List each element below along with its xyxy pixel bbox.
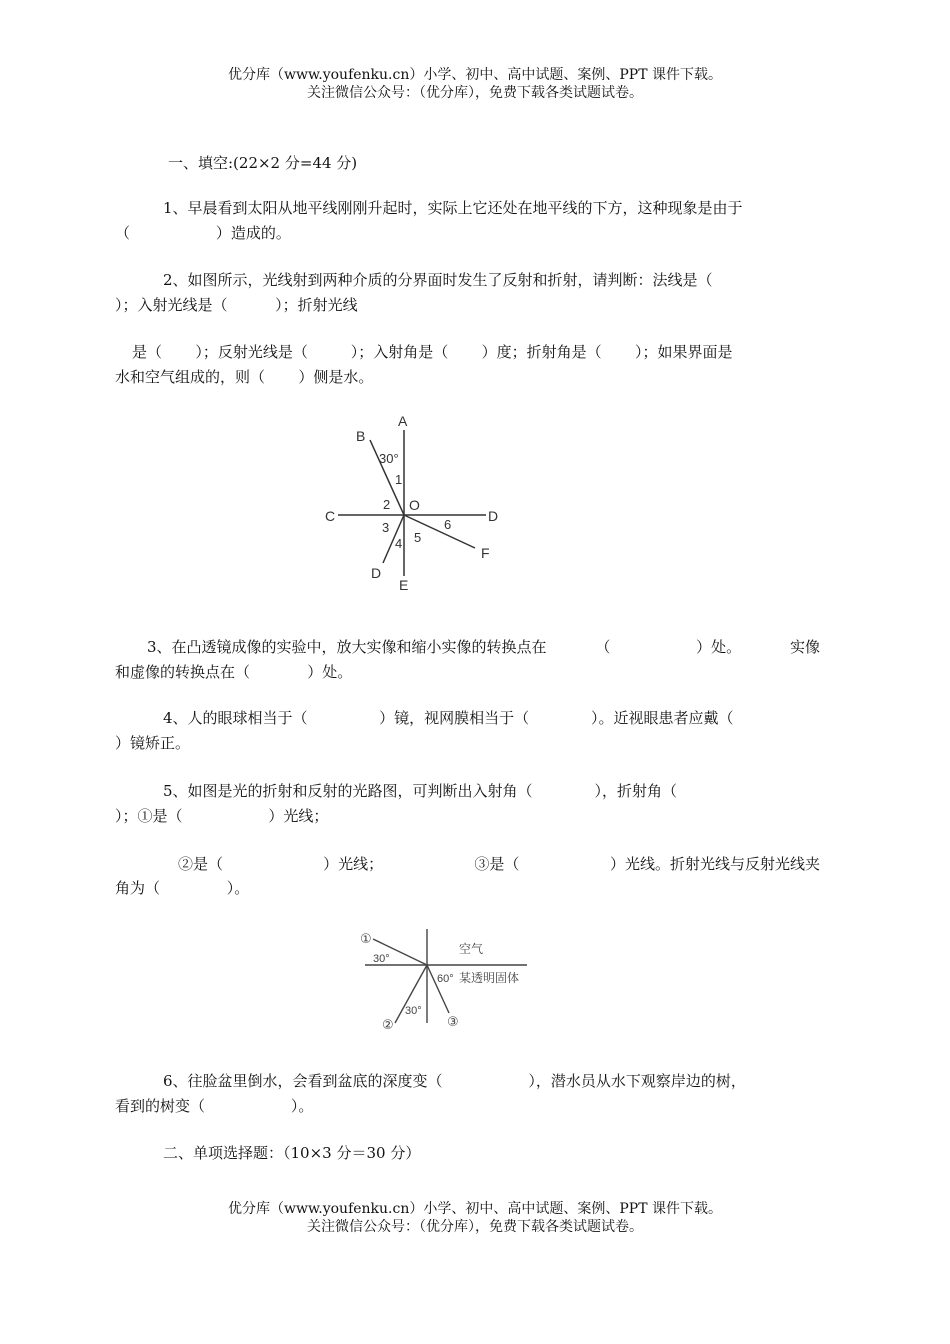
q2-line-1: 2、如图所示，光线射到两种介质的分界面时发生了反射和折射，请判断：法线是（ [163, 271, 713, 289]
q4-line-2: ）镜矫正。 [115, 734, 191, 752]
q5-line-3 [178, 853, 820, 875]
footer-line-1: 优分库（www.youfenku.cn）小学、初中、高中试题、案例、PPT 课件下载。 [227, 1201, 722, 1217]
angle-2: 2 [383, 497, 391, 512]
footer-line-2: 关注微信公众号：（优分库），免费下载各类试题试卷。 [307, 1219, 643, 1235]
section-1-title: 一、填空:(22×2 分=44 分) [168, 154, 358, 172]
q3-text-c: 实像 [789, 638, 820, 656]
angle-30-top: 30° [373, 953, 390, 965]
angle-4: 4 [395, 536, 403, 551]
figure-2-light-path [355, 925, 535, 1035]
label-C: C [325, 508, 336, 524]
header-line-1: 优分库（www.youfenku.cn）小学、初中、高中试题、案例、PPT 课件下载。 [227, 67, 722, 83]
q3-line-1 [147, 636, 820, 658]
q5-line-2: ）；①是（ ）光线； [115, 807, 329, 825]
q5-line-1: 5、如图是光的折射和反射的光路图，可判断出入射角（ ），折射角（ [163, 782, 678, 800]
q2-line-2: ）；入射光线是（ ）；折射光线 [115, 296, 358, 314]
q5-text-a: ②是（ ）光线； [178, 855, 384, 873]
q2-line-4: 水和空气组成的，则（ ）侧是水。 [115, 368, 374, 386]
header-line-2: 关注微信公众号：（优分库），免费下载各类试题试卷。 [307, 85, 643, 101]
circle-label-3: ③ [447, 1014, 459, 1029]
angle-30-bottom: 30° [405, 1005, 422, 1017]
q3-line-2: 和虚像的转换点在（ ）处。 [115, 663, 353, 681]
circle-label-2: ② [382, 1017, 394, 1032]
q1-line-2: （ ）造成的。 [115, 224, 291, 242]
angle-1: 1 [395, 472, 403, 487]
label-A: A [398, 413, 408, 429]
q3-text-a: 3、在凸透镜成像的实验中，放大实像和缩小实像的转换点在 [147, 638, 547, 656]
q1-line-1: 1、早晨看到太阳从地平线刚刚升起时，实际上它还处在地平线的下方，这种现象是由于 [163, 199, 743, 217]
q5-line-4: 角为（ ）。 [115, 879, 250, 897]
q3-text-b: （ ）处。 [595, 638, 742, 656]
section-2-title: 二、单项选择题：（10×3 分＝30 分） [163, 1144, 421, 1162]
label-O: O [409, 497, 420, 513]
q6-line-2: 看到的树变（ ）。 [115, 1097, 314, 1115]
label-air: 空气 [459, 942, 484, 956]
figure-1-reflection-refraction [318, 408, 518, 598]
q2-line-3: 是（ ）；反射光线是（ ）；入射角是（ ）度；折射角是（ ）；如果界面是 [132, 343, 733, 361]
q4-line-1: 4、人的眼球相当于（ ）镜，视网膜相当于（ ）。近视眼患者应戴（ [163, 709, 734, 727]
label-D-right: D [488, 508, 499, 524]
angle-5: 5 [414, 530, 422, 545]
angle-3: 3 [382, 520, 390, 535]
label-E: E [399, 577, 409, 593]
q5-text-b: ③是（ ）光线。折射光线与反射光线夹 [474, 855, 820, 873]
label-F: F [481, 545, 490, 561]
angle-6: 6 [444, 517, 452, 532]
label-medium: 某透明固体 [459, 971, 520, 985]
angle-30: 30° [379, 451, 399, 466]
label-D-low: D [371, 565, 382, 581]
q6-line-1: 6、往脸盆里倒水，会看到盆底的深度变（ ），潜水员从水下观察岸边的树， [163, 1072, 746, 1090]
circle-label-1-text: ① [360, 931, 372, 946]
label-B: B [356, 428, 366, 444]
angle-60: 60° [437, 973, 454, 985]
